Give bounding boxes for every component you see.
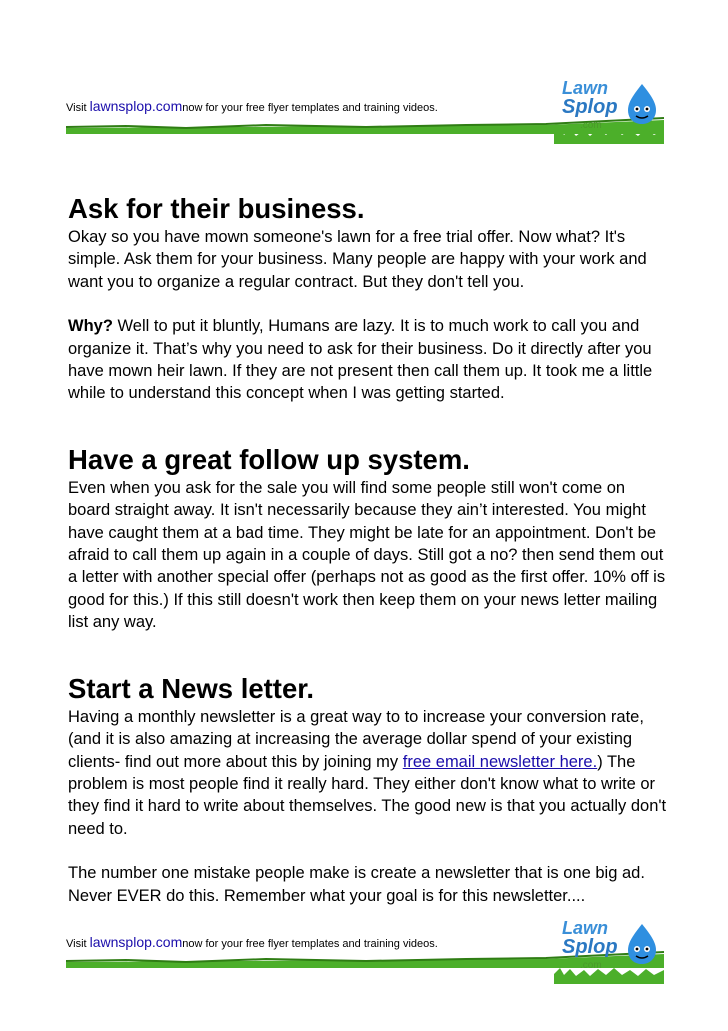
lawnsplop-logo	[554, 74, 664, 144]
footer-logo-splop-text: Splop	[562, 936, 618, 958]
paragraph-news-letter-2: The number one mistake people make is create a newsletter that is one big ad. Never EVER do this. Remember what your goal is for this newsletter....	[68, 864, 645, 905]
footer-lawnsplop-link[interactable]: lawnsplop.com	[89, 934, 183, 950]
logo-com-text: .com	[580, 120, 602, 131]
heading-news-letter: Start a News letter.	[68, 672, 315, 704]
visit-label: Visit	[66, 102, 90, 114]
footer-rest-text: now for your free flyer templates and training videos.	[182, 938, 438, 950]
paragraph-ask-business-1: Okay so you have mown someone's lawn for a free trial offer. Now what? It's simple. Ask them for your business. Many people are happy with your work and want you to organize a regular contract. But they don't tell you.	[68, 228, 647, 291]
paragraph-ask-business-2	[68, 315, 668, 405]
footer-banner	[66, 918, 664, 998]
paragraph-news-letter-1	[68, 706, 668, 840]
header-rest-text: now for your free flyer templates and training videos.	[182, 102, 438, 114]
heading-follow-up: Have a great follow up system.	[68, 443, 470, 475]
news-letter-text-before: Having a monthly newsletter is a great way to to increase your conversion rate, (and it is also amazing at increasing the average dollar spend of your existing clients- find out more about this by joining my	[68, 707, 644, 771]
footer-splop-mascot-icon	[624, 922, 660, 966]
footer-logo-lawn-text: Lawn	[562, 918, 609, 938]
logo-grass-icon	[554, 126, 664, 144]
footer-lawnsplop-logo	[554, 914, 664, 984]
logo-splop-text: Splop	[562, 96, 618, 118]
footer-logo-com-text: .com	[580, 960, 602, 971]
logo-lawn-text: Lawn	[562, 78, 609, 98]
paragraph-follow-up: Even when you ask for the sale you will find some people still won't come on board straight away. It isn't necessarily because they ain’t interested. You might have caught them at a bad time. They might be late for an appointment. Don't be afraid to call them up again in a couple of days. Still got a no? then send them out a letter with another special offer (perhaps not as good as the first offer. 10% off is good for this.) If this still doesn't work then keep them on your news letter mailing list any way.	[68, 478, 666, 632]
lawnsplop-link[interactable]: lawnsplop.com	[89, 98, 183, 114]
header-text	[66, 98, 438, 114]
header-banner	[66, 72, 664, 152]
news-letter-text-after: ) The problem is most people find it really hard. They either don't know what to write or they find it hard to write about themselves. The good new is that you actually don't need to.	[68, 752, 667, 838]
document-body	[68, 192, 668, 907]
splop-mascot-icon	[624, 82, 660, 126]
free-newsletter-link[interactable]: free email newsletter here.	[402, 752, 598, 771]
footer-visit-label: Visit	[66, 938, 90, 950]
footer-logo-grass-icon	[554, 966, 664, 984]
why-label: Why?	[68, 317, 113, 336]
heading-ask-business: Ask for their business.	[68, 193, 365, 224]
paragraph-ask-business-2-text: Well to put it bluntly, Humans are lazy. It is to much work to call you and organize it. That’s why you need to ask for their business. Do it directly after you have mown heir lawn. If they are not present then call them up. It took me a little while to understand this concept when I was getting started.	[68, 317, 653, 403]
